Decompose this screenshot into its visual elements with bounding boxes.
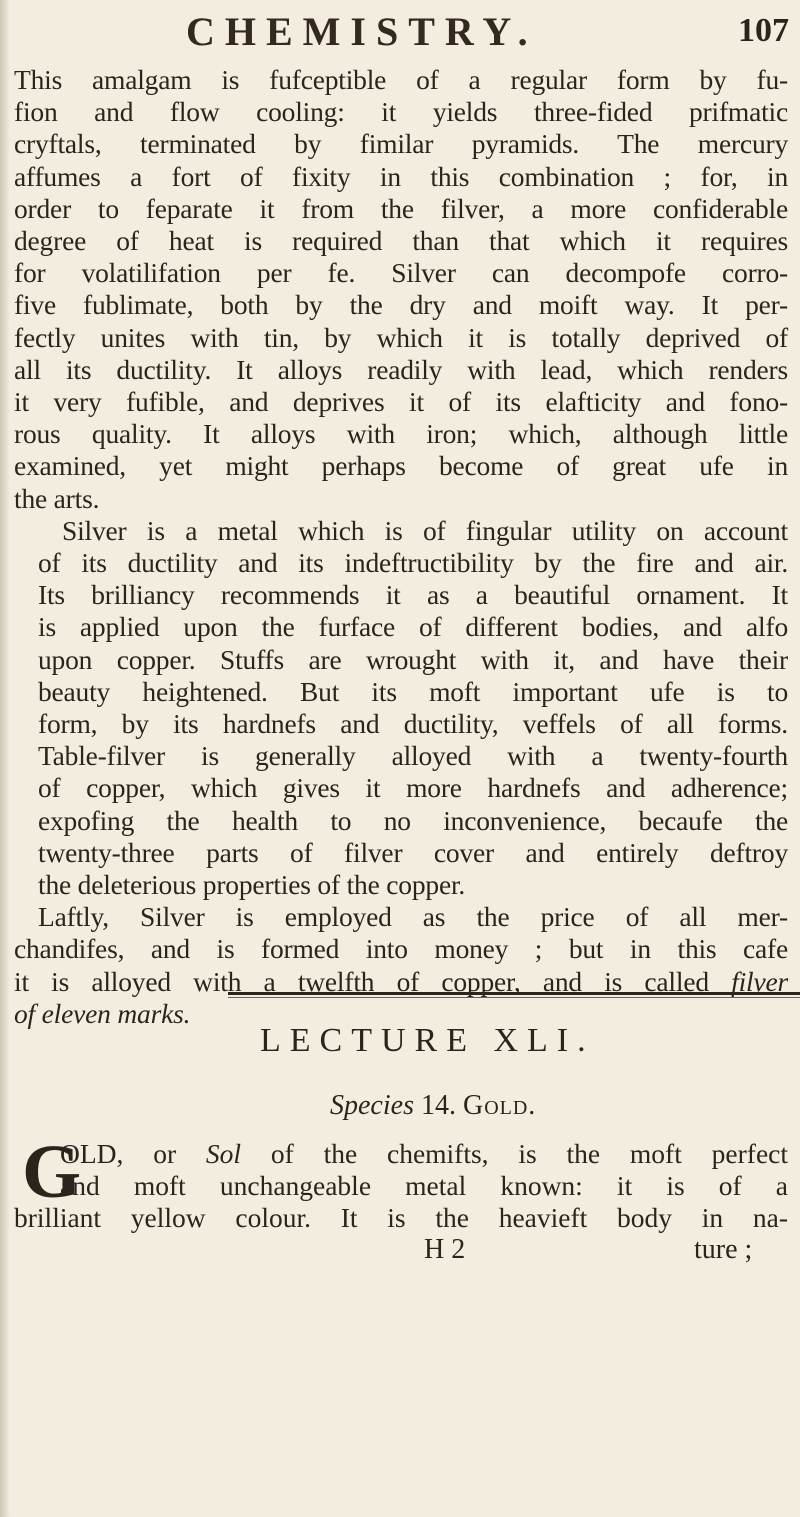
species-label: Species [330,1090,414,1121]
text-line: chandifes, and is formed into money ; but in this cafe [14,933,788,965]
paragraph-silver-money [14,901,788,1030]
section-rule [228,992,800,995]
text-line: order to feparate it from the filver, a more confiderable [14,192,788,224]
text-line: twenty-three parts of filver cover and entirely deftroy [38,836,788,868]
text-fragment: OLD, or [60,1138,177,1169]
text-line: affumes a fort of fixity in this combination ; for, in [14,160,788,192]
text-line: all its ductility. It alloys readily with lead, which renders [14,353,788,385]
text-line: fion and flow cooling: it yields three-fided prifmatic [14,96,788,128]
text-line: Its brilliancy recommends it as a beautiful ornament. It [38,579,788,611]
text-fragment: it is alloyed with a twelfth of copper, and is called [14,965,709,997]
text-fragment: of the chemifts, is the moft perfect [270,1138,788,1169]
text-line: five fublimate, both by the dry and moift way. It per- [14,289,788,321]
text-line: form, by its hardnefs and ductility, veffels of all forms. [38,708,788,740]
page-number: 107 [738,12,789,49]
species-heading [330,1090,536,1122]
italic-term: of eleven marks. [14,997,191,1029]
text-line: it very fufible, and deprives it of its elafticity and fono- [14,386,788,418]
drop-cap: G [22,1130,82,1214]
paragraph-silver-utility [14,515,788,901]
text-line: upon copper. Stuffs are wrought with it, and have their [38,643,788,675]
text-line: the deleterious properties of the copper. [38,869,466,901]
page-gutter-shadow [0,0,10,1517]
text-line: examined, yet might perhaps become of great ufe in [14,450,788,482]
catchword: ture ; [694,1234,753,1265]
text-line: Table-filver is generally alloyed with a twenty-fourth [38,740,788,772]
italic-term: filver [731,965,788,997]
signature-mark: H 2 [424,1234,466,1265]
species-number: 14. [420,1090,456,1121]
paragraph-amalgam [14,64,788,515]
paragraph-gold [14,1130,788,1234]
text-line: beauty heightened. But its moft important ufe is to [38,675,788,707]
species-name: Gold. [462,1090,537,1121]
text-line: Silver is a metal which is of fingular utility on account [62,514,788,546]
text-line: for volatilifation per fe. Silver can decompofe corro- [14,257,788,289]
text-line: the arts. [14,482,100,514]
text-line: expofing the health to no inconvenience, becaufe the [38,804,788,836]
body-text [14,64,788,1030]
text-line: and moft unchangeable metal known: it is of a [60,1170,788,1201]
section-rule-thin [228,997,800,998]
text-line: is applied upon the furface of different bodies, and alfo [38,611,788,643]
text-line: fectly unites with tin, by which it is totally deprived of [14,321,788,353]
text-line: of its ductility and its indeftructibility by the fire and air. [38,547,788,579]
lecture-heading: LECTURE XLI. [260,1022,595,1059]
running-head [0,8,800,56]
italic-term: Sol [205,1138,242,1169]
running-title: CHEMISTRY. [186,9,538,54]
text-line: degree of heat is required than that which it requires [14,225,788,257]
text-line: rous quality. It alloys with iron; which, although little [14,418,788,450]
text-line: brilliant yellow colour. It is the heavieft body in na- [14,1202,788,1233]
text-line: Laftly, Silver is employed as the price of all mer- [38,901,788,933]
text-line: of copper, which gives it more hardnefs and adherence; [38,772,788,804]
text-line: This amalgam is fufceptible of a regular form by fu- [14,64,788,95]
text-line: cryftals, terminated by fimilar pyramids. The mercury [14,128,788,160]
text-line-with-italic [14,1138,788,1170]
